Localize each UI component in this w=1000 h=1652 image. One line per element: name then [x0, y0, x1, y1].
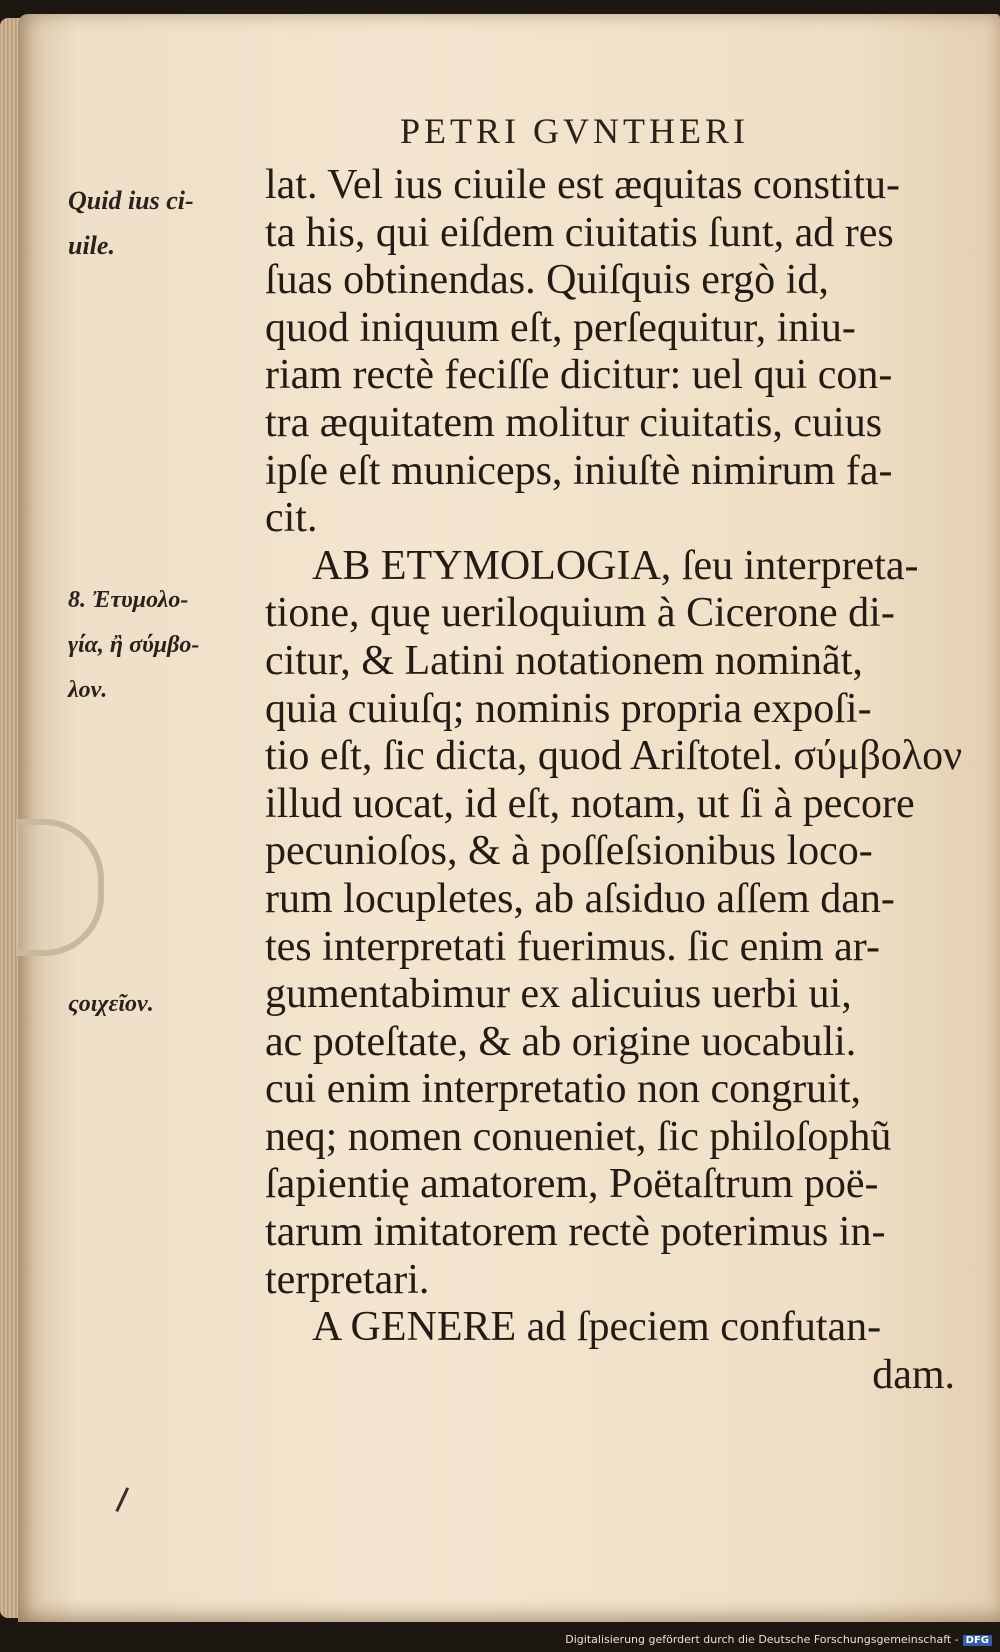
text-line: cui enim interpretatio non congruit, [265, 1066, 861, 1113]
text-line: ta his, qui eiſdem ciuitatis ſunt, ad res [265, 209, 894, 256]
text-line: riam rectè feciſſe dicitur: uel qui con- [265, 352, 893, 399]
text-line: cit. [265, 495, 318, 542]
text-line: lat. Vel ius ciuile est æquitas constitu- [265, 162, 900, 208]
text-line: A GENERE ad ſpeciem confutan- [312, 1304, 882, 1351]
text-line: ipſe eſt municeps, iniuſtè nimirum fa- [265, 447, 893, 494]
text-line: quod iniquum eſt, perſequitur, iniu- [265, 304, 856, 351]
dfg-logo: DFG [963, 1635, 992, 1646]
text-line: gumentabimur ex alicuius uerbi ui, [265, 971, 852, 1018]
text-line: tione, quę ueriloquium à Cicerone di- [265, 590, 895, 637]
text-line: neq; nomen conueniet, ſic philoſophũ [265, 1113, 892, 1160]
marginal-note-line: γία, ἢ σύμβο- [68, 632, 200, 658]
text-line: tio eſt, ſic dicta, quod Ariſtotel. σύμβολον [265, 733, 963, 780]
text-line: quia cuiuſq; nominis propria expoſi- [265, 685, 872, 732]
text-line: ſapientię amatorem, Poëtaſtrum poë- [265, 1161, 879, 1208]
text-line: ac poteſtate, & ab origine uocabuli. [265, 1018, 857, 1065]
marginal-note-line: ςοιχεῖον. [68, 991, 154, 1017]
text-line: pecunioſos, & à poſſeſsionibus loco- [265, 828, 873, 875]
digitization-credit [565, 1633, 992, 1646]
marginal-note-line: λον. [68, 677, 108, 703]
text-line: terpretari. [265, 1256, 430, 1303]
text-line: illud uocat, id eſt, notam, ut ſi à pecore [265, 780, 915, 827]
text-line: AB ETYMOLOGIA, ſeu interpreta- [312, 542, 919, 589]
marginal-note-line: 8. Ἐτυμολο- [68, 587, 189, 613]
credit-text: Digitalisierung gefördert durch die Deutsche Forschungsgemeinschaft - [565, 1633, 959, 1646]
text-line: dam. [872, 1351, 955, 1398]
marginal-note-2 [68, 578, 258, 713]
marginal-note-line: uile. [68, 231, 115, 260]
marginal-note-line: Quid ius ci- [68, 186, 194, 215]
text-line: tra æquitatem molitur ciuitatis, cuius [265, 399, 883, 446]
text-line: ſuas obtinendas. Quiſquis ergò id, [265, 257, 829, 304]
page-clip [16, 819, 104, 956]
running-title: PETRI GVNTHERI [400, 111, 749, 151]
body-text [265, 162, 965, 1399]
text-line: tarum imitatorem rectè poterimus in- [265, 1209, 886, 1256]
text-line: rum locupletes, ab aſsiduo aſſem dan- [265, 875, 895, 922]
text-line: citur, & Latini notationem nominãt, [265, 637, 863, 684]
marginal-note-3 [68, 982, 258, 1027]
text-line: tes interpretati fuerimus. ſic enim ar- [265, 923, 880, 970]
marginal-note-1 [68, 178, 258, 268]
